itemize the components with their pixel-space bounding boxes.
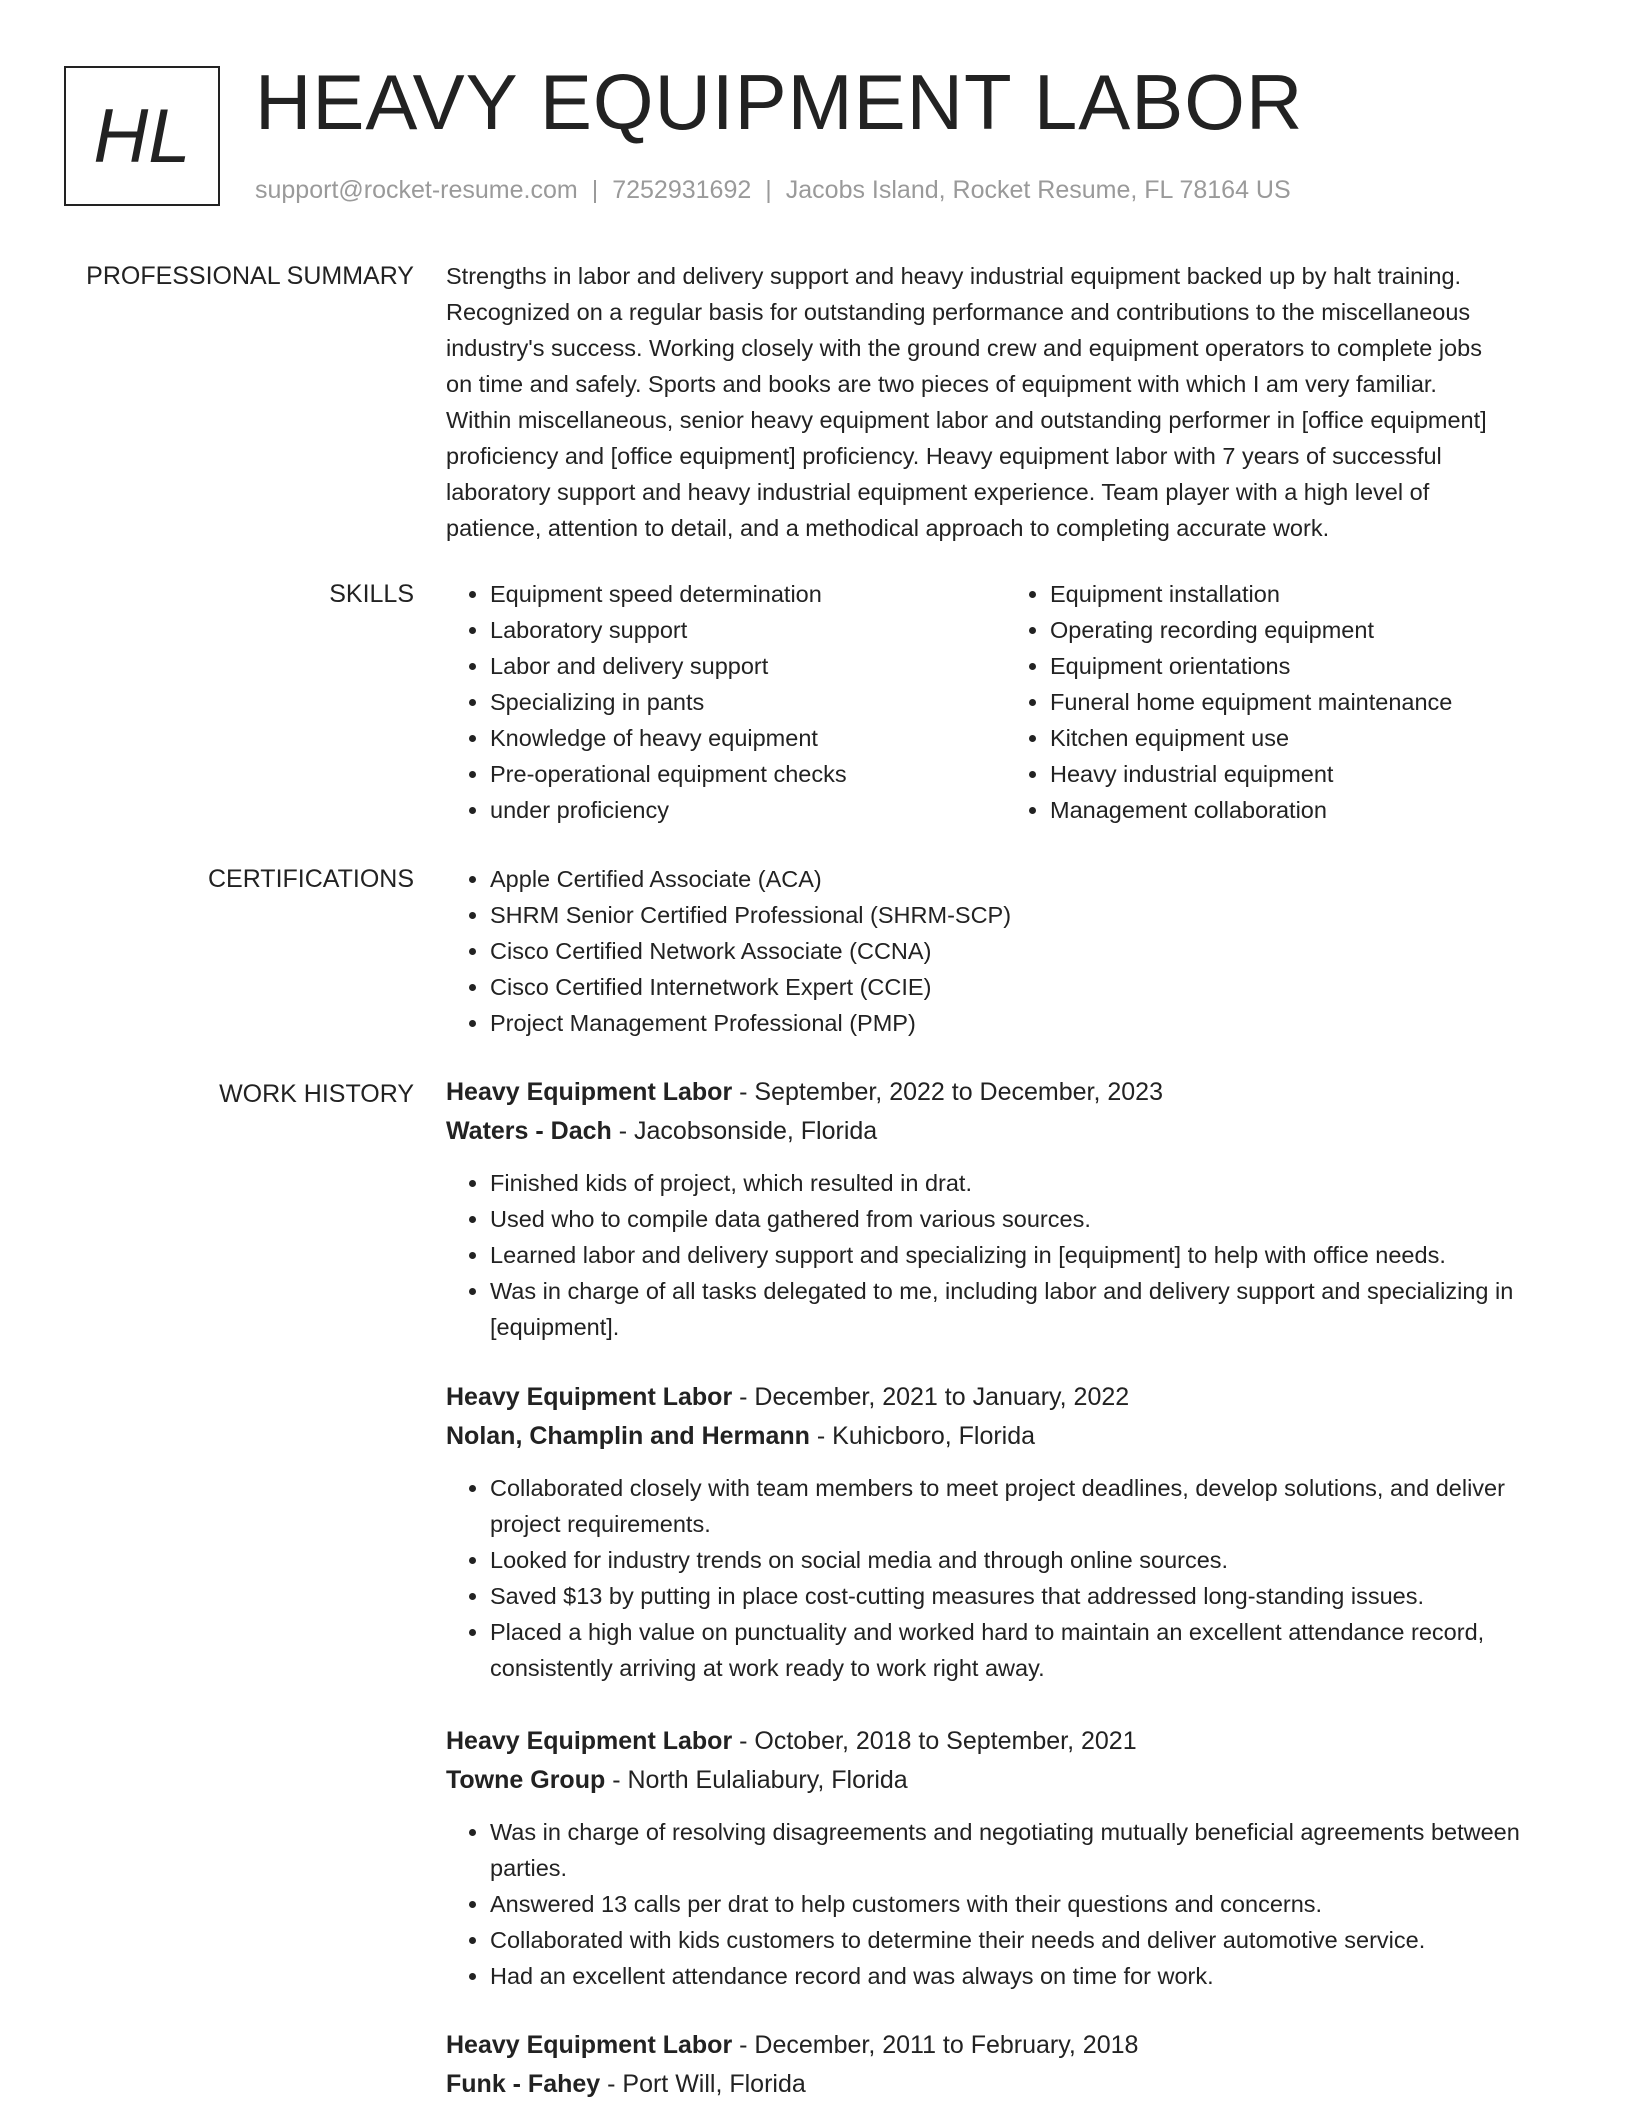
job-dates: - September, 2022 to December, 2023 — [732, 1078, 1163, 1106]
job-title-line — [446, 2026, 1566, 2065]
job-location: - Port Will, Florida — [600, 2070, 806, 2098]
summary-line: industry's success. Working closely with the ground crew and equipment operators to complete jobs — [446, 335, 1482, 361]
job-location: - Kuhicboro, Florida — [809, 1422, 1036, 1450]
job-bullet: • Collaborated closely with team members to meet project deadlines, develop solutions, and deliver project requirements. — [490, 1470, 1566, 1542]
job-bullets — [446, 1470, 1566, 1686]
skill-item: • Labor and delivery support — [490, 648, 1006, 684]
job-company-line — [446, 1761, 1566, 1800]
job-body — [446, 1722, 1566, 1994]
summary-line: laboratory support and heavy industrial equipment experience. Team player with a high level of — [446, 479, 1430, 505]
skills-column-left — [446, 576, 1006, 828]
skill-item: • under proficiency — [490, 792, 1006, 828]
job-location: - Jacobsonside, Florida — [611, 1117, 878, 1145]
skill-item: • Equipment installation — [1050, 576, 1566, 612]
certification-item: • Cisco Certified Network Associate (CCNA) — [490, 933, 1566, 969]
skill-item: • Funeral home equipment maintenance — [1050, 684, 1566, 720]
job-title: Heavy Equipment Labor — [446, 2031, 733, 2059]
contact-line — [255, 174, 1291, 206]
resume-name: HEAVY EQUIPMENT LABOR — [255, 58, 1304, 146]
skill-item: • Heavy industrial equipment — [1050, 756, 1566, 792]
job-company: Nolan, Champlin and Hermann — [446, 1422, 810, 1450]
job-bullet: • Had an excellent attendance record and was always on time for work. — [490, 1958, 1566, 1994]
contact-email[interactable]: support@rocket-resume.com — [255, 176, 578, 204]
skills-column-right — [1006, 576, 1566, 828]
certification-item: • Cisco Certified Internetwork Expert (CCIE) — [490, 969, 1566, 1005]
skill-item: • Equipment speed determination — [490, 576, 1006, 612]
skill-item: • Operating recording equipment — [1050, 612, 1566, 648]
job-bullets — [446, 1165, 1566, 1345]
job-title-line — [446, 1073, 1566, 1112]
skill-item: • Laboratory support — [490, 612, 1006, 648]
skills-heading: SKILLS — [329, 580, 414, 608]
job-title: Heavy Equipment Labor — [446, 1078, 733, 1106]
job-bullet: • Collaborated with kids customers to determine their needs and deliver automotive service. — [490, 1922, 1566, 1958]
certifications-heading: CERTIFICATIONS — [207, 865, 414, 893]
summary-text — [446, 258, 1566, 546]
contact-address: Jacobs Island, Rocket Resume, FL 78164 US — [785, 176, 1291, 204]
job-company: Towne Group — [446, 1766, 606, 1794]
skill-item: • Pre-operational equipment checks — [490, 756, 1006, 792]
summary-body — [446, 258, 1566, 546]
skill-item: • Equipment orientations — [1050, 648, 1566, 684]
job-bullet: • Was in charge of resolving disagreements and negotiating mutually beneficial agreements between parties. — [490, 1814, 1566, 1886]
contact-separator: | — [591, 176, 599, 204]
job-body — [446, 1378, 1566, 1686]
job-title-line — [446, 1378, 1566, 1417]
summary-line: Within miscellaneous, senior heavy equipment labor and outstanding performer in [office equipment] — [446, 407, 1487, 433]
monogram-logo: HL — [64, 66, 220, 206]
job-company-line — [446, 1417, 1566, 1456]
skill-item: • Specializing in pants — [490, 684, 1006, 720]
job-bullet: • Answered 13 calls per drat to help customers with their questions and concerns. — [490, 1886, 1566, 1922]
job-bullet: • Looked for industry trends on social media and through online sources. — [490, 1542, 1566, 1578]
summary-line: on time and safely. Sports and books are two pieces of equipment with which I am very familiar. — [446, 371, 1437, 397]
job-dates: - December, 2011 to February, 2018 — [732, 2031, 1139, 2059]
certification-item: • Project Management Professional (PMP) — [490, 1005, 1566, 1041]
job-body — [446, 2026, 1566, 2104]
job-title: Heavy Equipment Labor — [446, 1383, 733, 1411]
summary-line: Strengths in labor and delivery support and heavy industrial equipment backed up by halt training. — [446, 263, 1462, 289]
summary-line: patience, attention to detail, and a methodical approach to completing accurate work. — [446, 515, 1330, 541]
summary-line: proficiency and [office equipment] proficiency. Heavy equipment labor with 7 years of successful — [446, 443, 1442, 469]
certification-item: • SHRM Senior Certified Professional (SHRM-SCP) — [490, 897, 1566, 933]
contact-separator: | — [765, 176, 772, 204]
job-bullet: • Learned labor and delivery support and specializing in [equipment] to help with office needs. — [490, 1237, 1566, 1273]
certification-item: • Apple Certified Associate (ACA) — [490, 861, 1566, 897]
job-company: Waters - Dach — [446, 1117, 612, 1145]
job-bullet: • Saved $13 by putting in place cost-cutting measures that addressed long-standing issues. — [490, 1578, 1566, 1614]
job-bullet: • Finished kids of project, which resulted in drat. — [490, 1165, 1566, 1201]
job-bullet: • Was in charge of all tasks delegated to me, including labor and delivery support and specializing in [equipment]. — [490, 1273, 1566, 1345]
job-company: Funk - Fahey — [446, 2070, 601, 2098]
job-bullet: • Placed a high value on punctuality and worked hard to maintain an excellent attendance record, consistently arriving at work ready to work right away. — [490, 1614, 1566, 1686]
summary-heading: PROFESSIONAL SUMMARY — [86, 262, 414, 290]
job-title: Heavy Equipment Labor — [446, 1727, 733, 1755]
job-bullet: • Used who to compile data gathered from various sources. — [490, 1201, 1566, 1237]
certifications-list — [446, 861, 1566, 1041]
work-history-heading: WORK HISTORY — [219, 1080, 414, 1108]
job-body — [446, 1073, 1566, 1345]
skills-list — [446, 576, 1566, 828]
job-location: - North Eulaliabury, Florida — [605, 1766, 908, 1794]
job-company-line — [446, 1112, 1566, 1151]
job-dates: - December, 2021 to January, 2022 — [732, 1383, 1130, 1411]
job-title-line — [446, 1722, 1566, 1761]
job-dates: - October, 2018 to September, 2021 — [732, 1727, 1137, 1755]
job-bullets — [446, 1814, 1566, 1994]
skill-item: • Knowledge of heavy equipment — [490, 720, 1006, 756]
skill-item: • Kitchen equipment use — [1050, 720, 1566, 756]
contact-phone[interactable]: 7252931692 — [612, 176, 752, 204]
job-company-line — [446, 2065, 1566, 2104]
skill-item: • Management collaboration — [1050, 792, 1566, 828]
summary-line: Recognized on a regular basis for outstanding performance and contributions to the miscellaneous — [446, 299, 1471, 325]
